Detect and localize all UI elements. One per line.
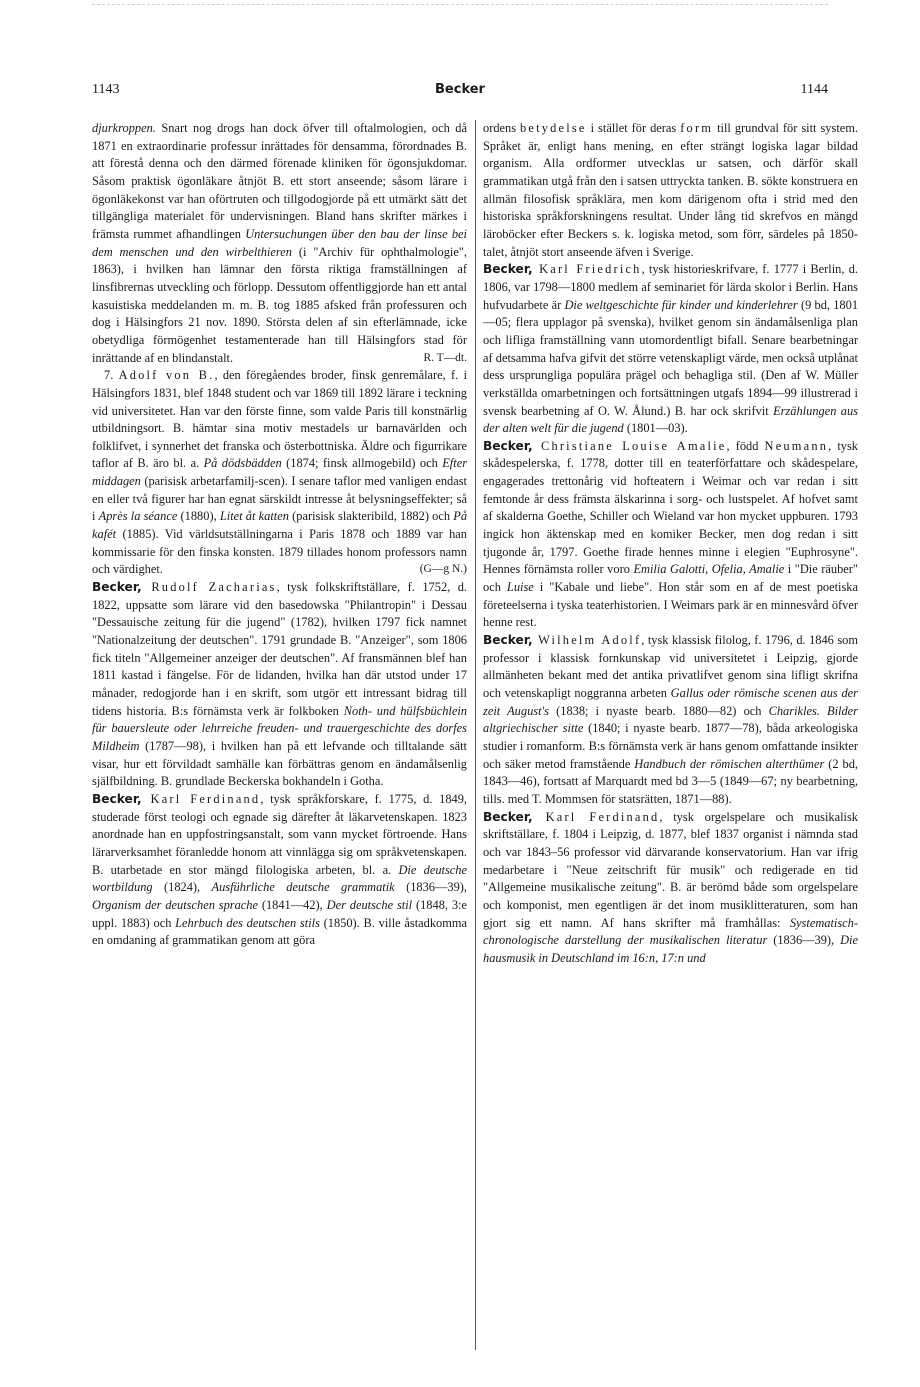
work-title: Erzählungen aus der alten welt für die jugend	[483, 403, 858, 436]
work-title: Gallus oder römische scenen aus der zeit August's	[483, 686, 858, 718]
entry-number: 7.	[104, 368, 119, 383]
work-title: Handbuch der römischen alterthümer	[634, 756, 825, 771]
work-title: Litet åt katten	[219, 509, 289, 524]
entry-person-name: Karl Ferdinand	[141, 791, 261, 806]
spaced-emphasis: betydelse	[520, 121, 587, 135]
role-names: Emilia Galotti, Ofelia, Amalie	[633, 562, 785, 577]
body-text: , tysk språkforskare, f. 1775, d. 1849, studerade först teologi och egnade sig därefter åt läkarvetenskapen. 1823 anordnade han en uppfostringsanstalt, som vann mycket förtroende. Hans lärarverksamhet föranledde honom att vinnlägga sig om språkvetenskapen. B. utarbetade en stor mängd filologiska arbeten, bl. a.	[92, 791, 468, 877]
work-title: Ausführliche deutsche grammatik	[211, 880, 395, 895]
running-title: Becker	[435, 82, 485, 97]
body-text: , tysk historieskrifvare, f. 1777 i Berlin, d. 1806, var 1798—1800 medlem af seminariet för lärda skolor i Berlin. Hans hufvudarbete är	[483, 262, 858, 312]
work-title: Organism der deutschen sprache	[92, 897, 258, 912]
body-text: (1838; i nyaste bearb. 1880—82) och	[549, 703, 769, 718]
work-title: Noth- und hülfsbüchlein für bauersleute oder lehrreiche freuden- und trauergeschichte des dorfes Mildheim	[92, 703, 467, 753]
body-text: (1836—39),	[394, 880, 467, 895]
body-text: (1874; finsk allmogebild) och	[281, 456, 443, 471]
work-title: På dödsbädden	[203, 456, 282, 471]
body-text: , tysk klassisk filolog, f. 1796, d. 1846 som professor i klassisk fornkunskap vid universitetet i Leipzig, gjorde allmänheten bekant med det antika privatlifvet genom sina lifligt skrifna och vetenskapligt noggranna arbeten	[483, 633, 859, 700]
work-title: Systematisch-chronologische darstellung der musikalischen literatur	[483, 915, 858, 948]
body-text: ordens	[483, 121, 521, 135]
work-title: Efter middagen	[92, 456, 468, 489]
work-title: Après la séance	[98, 509, 178, 524]
entry-person-name: Adolf von B.	[118, 368, 215, 383]
entry-headword: Becker,	[483, 438, 533, 453]
body-text: , tysk orgelspelare och musikalisk skriftställare, f. 1804 i Leipzig, d. 1877, blef 1837 organist i nämnda stad och var 1843–56 professor vid därvarande konservatorium. Han var ifrig medarbetare i "Neue zeitschrift für musik" och redigerade en tid "Allgemeine musikalische zeitung". B. är berömd både som orgelspelare och komponist, men egentligen är det inom musiklitteraturen, som han gjort sig ett namn. Af hans skrifter må framhållas:	[483, 809, 858, 930]
body-text: (1848, 3:e uppl. 1883) och	[92, 897, 467, 930]
work-title: Die deutsche wortbildung	[92, 862, 467, 895]
body-text: (1840; i nyaste bearb. 1877—78), båda arkeologiska studier i romanform. B:s förnämsta verk är hans genom omfattande insikter och säker metod framstående	[483, 721, 858, 771]
work-title: På kafét	[92, 509, 468, 542]
entry-rudolf-zacharias-becker	[92, 579, 467, 791]
page-number-left: 1143	[92, 82, 120, 97]
body-text: (1824),	[152, 880, 212, 895]
entry-headword: Becker,	[483, 633, 533, 648]
body-text: , tysk folkskriftställare, f. 1752, d. 1822, uppsatte som lärare vid den basedowska "Philantropin" i Dessau "Dessauische zeitung für die jugend" (1782), hvilken 1797 fick namnet "Nationalzeitung der deutschen". 1791 grundade B. "Anzeiger", som 1806 fick titeln "Allgemeiner anzeiger der deutschen". Af fransmännen blef han 1811 kastad i fängelse. För de lidanden, hvilka han där utstod under 17 månader, redogjorde han i en skrift, som utgör ett intressant bidrag till tidens historia. B:s förnämsta verk är folkboken	[92, 580, 467, 718]
entry-headword: Becker,	[92, 791, 142, 806]
work-title: Die weltgeschichte für kinder und kinderlehrer	[564, 297, 798, 312]
author-signature: R. T—dt.	[423, 351, 467, 364]
entry-wilhelm-adolf-becker	[483, 632, 858, 809]
body-text: i "Die räuber" och	[483, 562, 858, 595]
body-text: (parisisk arbetarfamilj-scen). I senare taflor med vanligen endast en eller två figurer har han egnat särskildt intresse åt belysningseffekter; så i	[92, 474, 467, 524]
entry-person-name: Karl Ferdinand	[532, 809, 660, 824]
work-title: Untersuchungen über den bau der linse bei dem menschen und den wirbelthieren	[92, 226, 467, 259]
right-column	[483, 120, 858, 968]
work-title: Charikles. Bilder altgriechischer sitte	[483, 703, 858, 736]
body-text: , tysk skådespelerska, f. 1778, dotter till en teaterförfattare och skådespelare, engagerades trettonårig vid hofteatern i Weimar och var redan i sitt femtonde år dess främsta älskarinna i sorg- och lustspelet. Af hofvet samt af skalderna Goethe, Schiller och Wieland var hon mycket uppburen. 1793 ingick hon äktenskap med en komiker Becker, men dog redan i sitt tjugonde år, 1797. Goethe firade hennes minne i elegien "Euphrosyne". Hennes förnämsta roller voro	[483, 438, 858, 577]
body-text: (2 bd, 1843—46), fortsatt af Marquardt med bd 3—5 (1849—67; ny bearbetning, tills. med T. Mommsen för statsrätten, 1871—88).	[483, 756, 858, 806]
work-title: Die hausmusik in Deutschland im 16:n, 17:n und	[483, 933, 858, 965]
body-text: (parisisk slakteribild, 1882) och	[288, 509, 454, 524]
body-text: till grundval för sitt system. Språket är, enligt hans mening, en efter strängt logiska lagar bildad organism. Alla ordformer utvecklas ur satsen, och därför skall grammatikan utgå från den i satsen uttryckta tanken. B. sökte konstruera en allmän filosofisk språklära, men kom därigenom ofta i strid med den historiska språkforskningens resultat. Under lång tid skrefvos en mängd läroböcker efter Beckers s. k. logiska metod, som förr, särdeles på 1850-talet, åtnjöt stort anseende äfven i Sverige.	[483, 121, 858, 259]
entry-adolf-von-becker	[92, 367, 467, 579]
work-title: Lehrbuch des deutschen stils	[175, 915, 320, 930]
column-divider	[475, 120, 476, 1350]
italic-text: djurkroppen.	[92, 121, 156, 135]
role-names: Luise	[506, 580, 534, 595]
page-header	[92, 82, 828, 104]
body-text: (1880),	[177, 509, 220, 524]
body-text: (i "Archiv für ophthalmologie", 1863), i hvilken han lämnar den första riktiga framställningen af linsfibrernas utveckling och förlopp. Dessutom offentliggjorde han ett antal kasuistiska meddelanden m. m. B. tog 1885 afsked från professuren och dog i Hälsingfors 21 nov. 1890. Största delen af sin efterlämnade, icke obetydliga förmögenhet testamenterade han till Hälsingfors stad för inrättande af en blindanstalt.	[92, 244, 467, 365]
body-text: (9 bd, 1801—05; flera upplagor på svenska), hvilket genom sin ändamålsenliga plan och lifliga framställning vann utomordentligt bifall. Senare bearbetningar af detsamma hafva gifvit det större vetenskapligt värde, men också utplånat dess ursprungliga populära prägel och behagliga stil. (Den af W. Müller verkställda omarbetningen och fortsättningen utgafs 1894—99 illustrerad i svensk bearbetning af O. W. Ålund.) B. har ock skrifvit	[483, 297, 859, 418]
entry-karl-friedrich-becker	[483, 261, 858, 438]
body-text: (1787—98), i hvilken han på ett lefvande och tilltalande sätt visar, hur ett förvildadt samhälle kan förbättras genom en ändamålsenlig själfbildning. B. grundlade Beckerska bokhandeln i Gotha.	[92, 738, 467, 789]
entry-person-name: Rudolf Zacharias	[141, 580, 277, 595]
page-number-right: 1144	[800, 82, 828, 97]
entry-karl-ferdinand-becker-organist	[483, 809, 858, 968]
entry-person-name: Wilhelm Adolf	[532, 633, 642, 648]
entry-person-name: Christiane Louise Amalie	[532, 438, 727, 453]
body-text: Snart nog drogs han dock öfver till oftalmologien, och då 1871 en extraordinarie professur inrättades för densamma, förordnades B. att förestå denna och den därmed förenade kliniken för ögonsjukdomar. Såsom praktisk ögonläkare åtnjöt B. ett stort anseende; såsom lärare i ögonläkekonst var han oförtruten och tillgodogjorde på ett utmärkt sätt det tillgängliga materialet för undervisningen. Bland hans skrifter märkes i främsta rummet afhandlingen	[92, 121, 467, 241]
body-text: i stället för deras	[586, 121, 681, 135]
entry-continuation	[92, 120, 467, 367]
body-text: , den föregåendes broder, finsk genremålare, f. i Hälsingfors 1831, blef 1848 student och var 1869 till 1892 lärare i teckning vid universitetet. Han var den förste finne, som valde Paris till konstnärlig utbildningsort. B. hämtar sina motiv mestadels ur barnavärlden och folklifvet, i synnerhet det franska och österbottniska. Äldre och figurrikare taflor af B. äro bl. a.	[92, 368, 468, 471]
body-text: (1841—42),	[257, 897, 327, 912]
entry-karl-ferdinand-becker-linguist	[92, 791, 467, 950]
entry-headword: Becker,	[483, 262, 533, 277]
work-title: Der deutsche stil	[326, 897, 413, 912]
entry-person-name: Karl Friedrich	[532, 262, 642, 277]
maiden-name: Neumann	[764, 438, 829, 453]
author-signature: (G—g N.)	[419, 563, 467, 576]
entry-christiane-becker	[483, 438, 858, 632]
left-column	[92, 120, 467, 950]
body-text: (1836—39),	[767, 933, 841, 948]
body-text: (1885). Vid världsutställningarna i Paris 1878 och 1889 var han kommissarie för den finska konsten. 1879 tillades honom professors namn och värdighet.	[92, 527, 467, 577]
scan-top-edge	[92, 4, 828, 5]
body-text: , född	[726, 438, 765, 453]
entry-headword: Becker,	[92, 580, 142, 595]
spaced-emphasis: form	[680, 121, 714, 135]
body-text: (1801—03).	[623, 421, 688, 436]
entry-continuation	[483, 120, 858, 261]
entry-headword: Becker,	[483, 809, 533, 824]
body-text: (1850). B. ville åstadkomma en omdaning af grammatikan genom att göra	[92, 915, 468, 948]
body-text: i "Kabale und liebe". Hon står som en af de mest poetiska företeelserna i tyska teaterhistorien. I Weimars park är en minnesvård öfver henne rest.	[483, 580, 859, 630]
